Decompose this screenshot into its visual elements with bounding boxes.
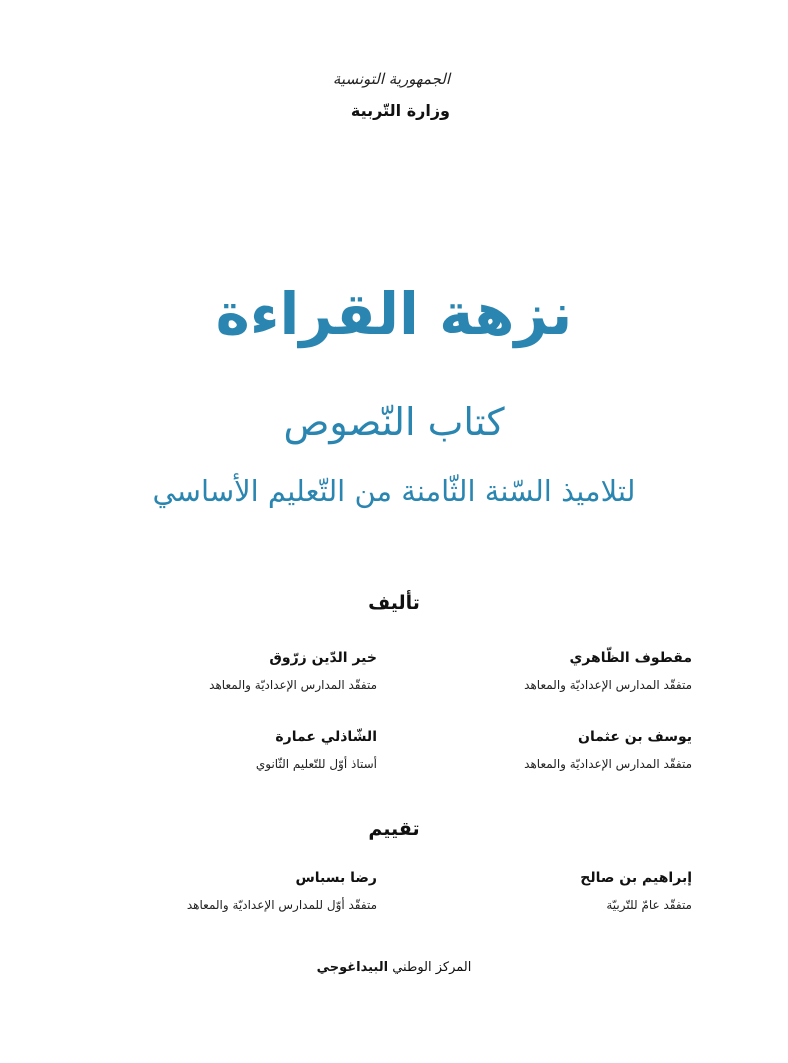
author-block [412, 648, 692, 695]
reviewer-title: متفقّد عامّ للتّربيّة [606, 898, 692, 912]
reviewer-block [412, 868, 692, 915]
publisher-line [0, 960, 788, 975]
author-name: الشّاذلي عمارة [275, 729, 377, 745]
review-heading: تقييم [368, 818, 420, 840]
author-name: يوسف بن عثمان [578, 729, 692, 745]
author-title: متفقّد المدارس الإعداديّة والمعاهد [524, 757, 692, 771]
reviewer-block [97, 868, 377, 915]
author-title: متفقّد المدارس الإعداديّة والمعاهد [209, 678, 377, 692]
ministry-label: وزارة التّربية [350, 101, 450, 120]
author-block [97, 648, 377, 695]
author-title: أستاذ أوّل للتّعليم الثّانوي [255, 757, 377, 771]
book-title: نزهة القراءة [215, 280, 573, 348]
book-subtitle: كتاب النّصوص [283, 400, 505, 444]
publisher-prefix: المركز الوطني [392, 960, 472, 975]
author-name: خير الدّين زرّوق [269, 650, 377, 666]
republic-label: الجمهورية التونسية [332, 70, 450, 88]
author-block [412, 727, 692, 774]
reviewer-title: متفقّد أوّل للمدارس الإعداديّة والمعاهد [186, 898, 377, 912]
author-title: متفقّد المدارس الإعداديّة والمعاهد [524, 678, 692, 692]
book-audience: لتلاميذ السّنة الثّامنة من التّعليم الأساسي [152, 474, 636, 508]
reviewer-name: رضا بسباس [295, 870, 377, 886]
publisher-name: البيداغوجي [316, 960, 389, 975]
author-block [97, 727, 377, 774]
reviewer-name: إبراهيم بن صالح [580, 870, 692, 886]
authors-heading: تأليف [368, 592, 420, 614]
author-name: مقطوف الظّاهري [569, 650, 692, 666]
